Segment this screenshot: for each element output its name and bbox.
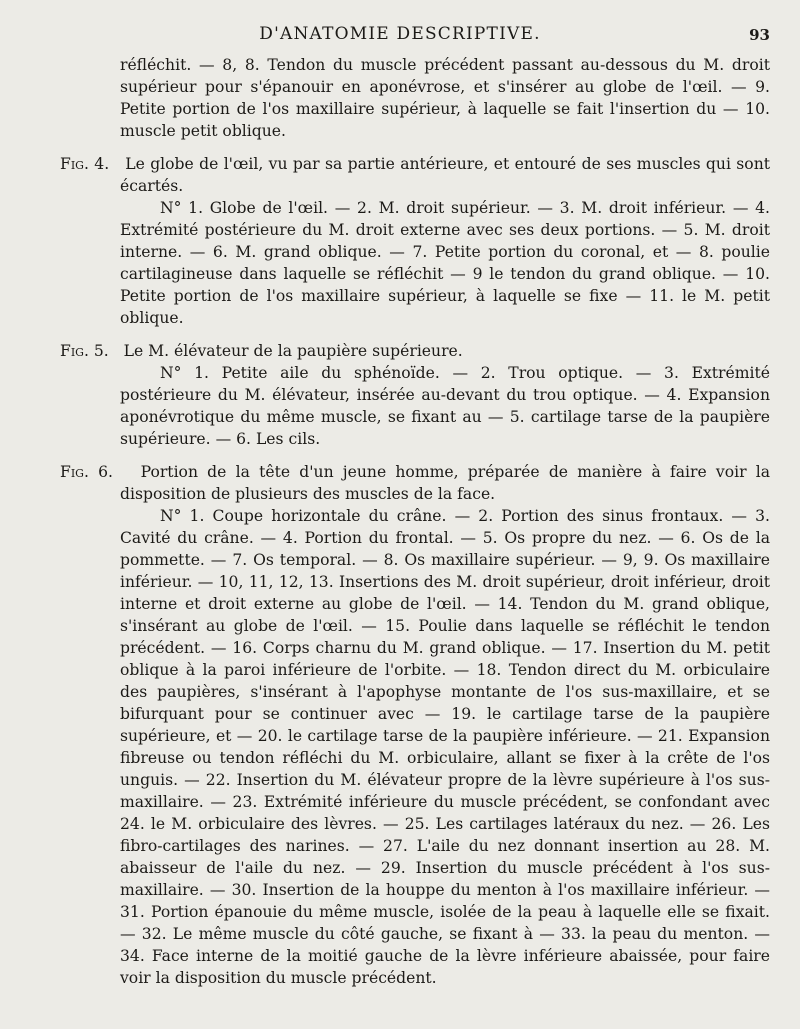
figure-4-legend: N° 1. Globe de l'œil. — 2. M. droit supérieur. — 3. M. droit inférieur. — 4. Extrémité postérieure du M. droit externe avec ses deux portions. — 5. M. droit interne. — 6. M. grand oblique. — 7. Petite portion du coronal, et — 8. poulie cartilagineuse dans laquelle se réfléchit — 9 le tendon du grand oblique. — 10. Petite portion de l'os maxillaire supérieur, à laquelle se fixe — 11. le M. petit oblique. <box>120 199 770 327</box>
figure-5-caption: Le M. élévateur de la paupière supérieure. <box>123 342 463 360</box>
figure-6-label: Fig. 6. <box>60 463 113 481</box>
continuation-paragraph: réfléchit. — 8, 8. Tendon du muscle précédent passant au-dessous du M. droit supérieur pour s'épanouir en aponévrose, et s'insérer au globe de l'œil. — 9. Petite portion de l'os maxillaire supérieur, à laquelle se fait l'insertion du — 10. muscle petit oblique. <box>120 56 770 140</box>
figure-5-heading <box>60 340 770 362</box>
page-number: 93 <box>749 26 770 44</box>
figure-4-entry <box>60 153 770 329</box>
figure-6-heading <box>60 461 770 505</box>
running-title: D'ANATOMIE DESCRIPTIVE. <box>259 24 541 44</box>
page-body <box>60 54 770 989</box>
figure-6-legend: N° 1. Coupe horizontale du crâne. — 2. Portion des sinus frontaux. — 3. Cavité du crâne. — 4. Portion du frontal. — 5. Os propre du nez. — 6. Os de la pommette. — 7. Os temporal. — 8. Os maxillaire supérieur. — 9, 9. Os maxillaire inférieur. — 10, 11, 12, 13. Insertions des M. droit supérieur, droit inférieur, droit interne et droit externe au globe de l'œil. — 14. Tendon du M. grand oblique, s'insérant au globe de l'œil. — 15. Poulie dans laquelle se réfléchit le tendon précédent. — 16. Corps charnu du M. grand oblique. — 17. Insertion du M. petit oblique à la paroi inférieure de l'orbite. — 18. Tendon direct du M. orbiculaire des paupières, s'insérant à l'apophyse montante de l'os sus-maxillaire, et se bifurquant pour se continuer avec — 19. le cartilage tarse de la paupière supérieure, et — 20. le cartilage tarse de la paupière inférieure. — 21. Expansion fibreuse ou tendon réfléchi du M. orbiculaire, allant se fixer à la crête de l'os unguis. — 22. Insertion du M. élévateur propre de la lèvre supérieure à l'os sus-maxillaire. — 23. Extrémité inférieure du muscle précédent, se confondant avec 24. le M. orbiculaire des lèvres. — 25. Les cartilages latéraux du nez. — 26. Les fibro-cartilages des narines. — 27. L'aile du nez donnant insertion au 28. M. abaisseur de l'aile du nez. — 29. Insertion du muscle précédent à l'os sus-maxillaire. — 30. Insertion de la houppe du menton à l'os maxillaire inférieur. — 31. Portion épanouie du même muscle, isolée de la peau à laquelle elle se fixait. — 32. Le même muscle du côté gauche, se fixant à — 33. la peau du menton. — 34. Face interne de la moitié gauche de la lèvre inférieure abaissée, pour faire voir la disposition du muscle précédent. <box>120 507 770 987</box>
figure-6-entry <box>60 461 770 989</box>
figure-4-caption: Le globe de l'œil, vu par sa partie antérieure, et entouré de ses muscles qui sont écartés. <box>120 155 771 195</box>
figure-6-caption: Portion de la tête d'un jeune homme, préparée de manière à faire voir la disposition de plusieurs des muscles de la face. <box>120 463 771 503</box>
figure-5-label: Fig. 5. <box>60 342 109 360</box>
figure-5-entry <box>60 340 770 450</box>
figure-4-label: Fig. 4. <box>60 155 110 173</box>
figure-5-legend: N° 1. Petite aile du sphénoïde. — 2. Trou optique. — 3. Extrémité postérieure du M. élévateur, insérée au-devant du trou optique. — 4. Expansion aponévrotique du même muscle, se fixant au — 5. cartilage tarse de la paupière supérieure. — 6. Les cils. <box>120 364 770 448</box>
figure-4-heading <box>60 153 770 197</box>
page-header <box>0 22 800 52</box>
